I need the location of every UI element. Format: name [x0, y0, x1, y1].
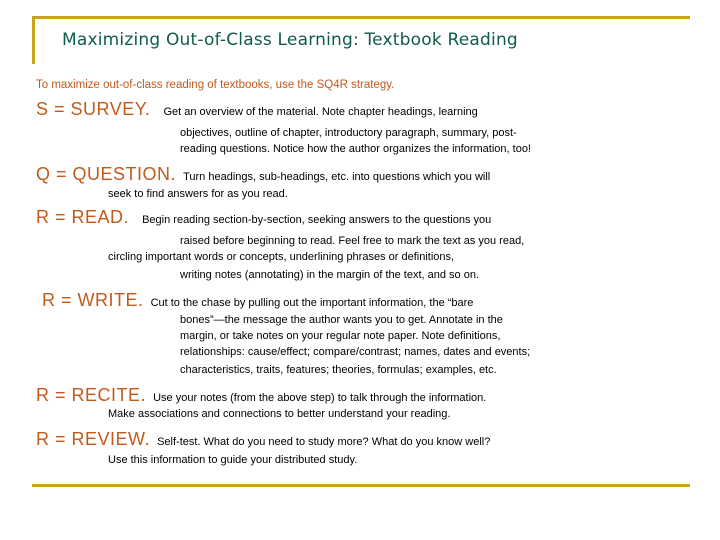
step-heading: R = RECITE.	[36, 385, 147, 405]
step-text: Get an overview of the material. Note chapter headings, learning	[163, 106, 478, 118]
step-text: Use this information to guide your distributed study.	[108, 454, 358, 466]
step-text: seek to find answers for as you read.	[108, 188, 288, 200]
intro-text: To maximize out-of-class reading of textbooks, use the SQ4R strategy.	[36, 79, 395, 91]
step-text: Make associations and connections to better understand your reading.	[108, 408, 451, 420]
step-write	[42, 290, 473, 311]
step-text: relationships: cause/effect; compare/contrast; names, dates and events;	[180, 346, 531, 358]
step-text: Cut to the chase by pulling out the important information, the “bare	[150, 297, 474, 309]
step-question	[36, 164, 490, 185]
step-heading: S = SURVEY.	[36, 99, 151, 119]
step-text: Turn headings, sub-headings, etc. into questions which you will	[183, 171, 491, 183]
step-text: raised before beginning to read. Feel free to mark the text as you read,	[180, 235, 525, 247]
step-text: Use your notes (from the above step) to talk through the information.	[153, 392, 487, 404]
slide-title: Maximizing Out-of-Class Learning: Textbook Reading	[62, 30, 518, 50]
step-text: Self-test. What do you need to study more? What do you know well?	[157, 436, 491, 448]
step-survey	[36, 99, 478, 120]
step-text: circling important words or concepts, underlining phrases or definitions,	[108, 251, 455, 263]
top-rule	[32, 16, 690, 19]
step-text: writing notes (annotating) in the margin of the text, and so on.	[180, 269, 480, 281]
step-heading: Q = QUESTION.	[36, 164, 177, 184]
step-recite	[36, 385, 486, 406]
step-heading: R = WRITE.	[42, 290, 144, 310]
step-read	[36, 207, 491, 228]
step-review	[36, 429, 490, 450]
step-text: characteristics, traits, features; theories, formulas; examples, etc.	[180, 364, 497, 376]
bottom-rule	[32, 484, 690, 487]
step-text: reading questions. Notice how the author organizes the information, too!	[180, 143, 531, 155]
step-heading: R = REVIEW.	[36, 429, 151, 449]
left-rule	[32, 16, 35, 64]
step-text: objectives, outline of chapter, introductory paragraph, summary, post-	[180, 127, 517, 139]
step-text: margin, or take notes on your regular note paper. Note definitions,	[180, 330, 501, 342]
step-heading: R = READ.	[36, 207, 130, 227]
step-text: bones”—the message the author wants you to get. Annotate in the	[180, 314, 503, 326]
step-text: Begin reading section-by-section, seeking answers to the questions you	[142, 214, 492, 226]
